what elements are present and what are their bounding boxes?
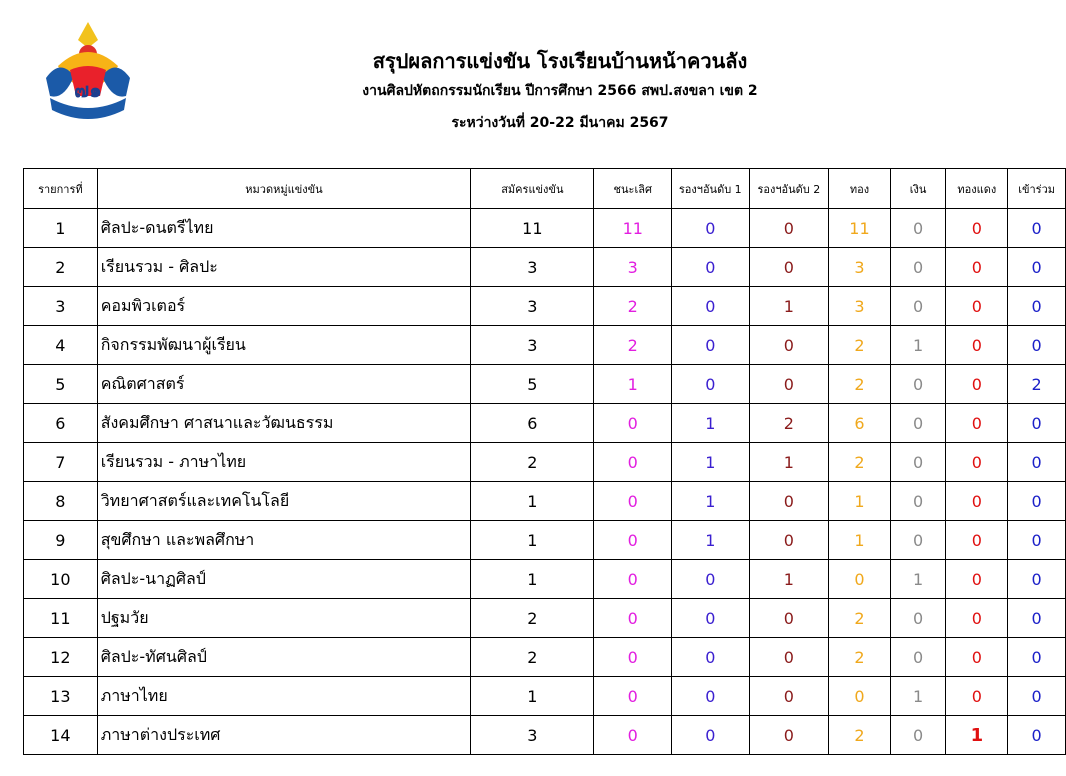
cell-runner2: 0: [749, 248, 829, 287]
cell-no: 4: [24, 326, 98, 365]
cell-bronze: 0: [946, 326, 1008, 365]
table-row: [24, 443, 1066, 482]
col-header-runner2: รองฯอันดับ 2: [749, 169, 829, 209]
cell-bronze: 0: [946, 443, 1008, 482]
cell-winner: 2: [594, 287, 672, 326]
cell-runner2: 0: [749, 326, 829, 365]
cell-winner: 0: [594, 677, 672, 716]
cell-runner1: 0: [672, 599, 750, 638]
cell-runner1: 0: [672, 716, 750, 755]
table-row: [24, 287, 1066, 326]
cell-winner: 2: [594, 326, 672, 365]
cell-silver: 0: [890, 638, 946, 677]
cell-runner2: 1: [749, 287, 829, 326]
col-header-winner: ชนะเลิศ: [594, 169, 672, 209]
cell-bronze: 0: [946, 287, 1008, 326]
cell-silver: 0: [890, 716, 946, 755]
col-header-bronze: ทองแดง: [946, 169, 1008, 209]
cell-gold: 1: [829, 482, 891, 521]
cell-gold: 0: [829, 560, 891, 599]
cell-category: ศิลปะ-นาฏศิลป์: [97, 560, 471, 599]
cell-bronze: 0: [946, 521, 1008, 560]
cell-silver: 0: [890, 521, 946, 560]
cell-winner: 0: [594, 638, 672, 677]
cell-silver: 0: [890, 365, 946, 404]
cell-runner2: 2: [749, 404, 829, 443]
event-logo-icon: [40, 18, 136, 134]
cell-runner2: 1: [749, 560, 829, 599]
cell-bronze: 0: [946, 248, 1008, 287]
cell-gold: 2: [829, 326, 891, 365]
cell-entries: 1: [471, 521, 594, 560]
cell-participate: 0: [1008, 521, 1066, 560]
cell-participate: 0: [1008, 677, 1066, 716]
cell-gold: 2: [829, 443, 891, 482]
cell-no: 1: [24, 209, 98, 248]
cell-no: 9: [24, 521, 98, 560]
cell-winner: 0: [594, 521, 672, 560]
cell-winner: 0: [594, 599, 672, 638]
cell-bronze: 0: [946, 404, 1008, 443]
cell-silver: 1: [890, 560, 946, 599]
cell-category: คณิตศาสตร์: [97, 365, 471, 404]
cell-category: กิจกรรมพัฒนาผู้เรียน: [97, 326, 471, 365]
cell-entries: 5: [471, 365, 594, 404]
cell-entries: 2: [471, 638, 594, 677]
cell-winner: 0: [594, 482, 672, 521]
cell-gold: 2: [829, 716, 891, 755]
cell-participate: 0: [1008, 716, 1066, 755]
cell-no: 2: [24, 248, 98, 287]
cell-bronze: 0: [946, 638, 1008, 677]
cell-runner1: 0: [672, 248, 750, 287]
cell-category: เรียนรวม - ภาษาไทย: [97, 443, 471, 482]
cell-entries: 3: [471, 287, 594, 326]
cell-runner1: 0: [672, 638, 750, 677]
cell-silver: 0: [890, 443, 946, 482]
cell-entries: 1: [471, 560, 594, 599]
cell-runner1: 0: [672, 326, 750, 365]
table-row: [24, 365, 1066, 404]
cell-participate: 0: [1008, 482, 1066, 521]
table-row: [24, 716, 1066, 755]
cell-runner2: 0: [749, 677, 829, 716]
col-header-entries: สมัครแข่งขัน: [471, 169, 594, 209]
cell-bronze: 0: [946, 560, 1008, 599]
results-table: [23, 168, 1066, 755]
cell-participate: 0: [1008, 560, 1066, 599]
table-row: [24, 521, 1066, 560]
table-row: [24, 404, 1066, 443]
table-row: [24, 560, 1066, 599]
cell-category: ปฐมวัย: [97, 599, 471, 638]
cell-participate: 0: [1008, 638, 1066, 677]
col-header-runner1: รองฯอันดับ 1: [672, 169, 750, 209]
cell-runner1: 1: [672, 482, 750, 521]
cell-silver: 0: [890, 599, 946, 638]
cell-category: ศิลปะ-ทัศนศิลป์: [97, 638, 471, 677]
table-row: [24, 248, 1066, 287]
cell-winner: 3: [594, 248, 672, 287]
report-header: [250, 48, 870, 132]
cell-silver: 1: [890, 326, 946, 365]
cell-runner2: 0: [749, 716, 829, 755]
table-row: [24, 638, 1066, 677]
cell-no: 10: [24, 560, 98, 599]
cell-runner1: 1: [672, 404, 750, 443]
cell-bronze: 1: [946, 716, 1008, 755]
cell-category: สุขศึกษา และพลศึกษา: [97, 521, 471, 560]
cell-runner1: 1: [672, 443, 750, 482]
cell-entries: 2: [471, 443, 594, 482]
cell-silver: 0: [890, 209, 946, 248]
cell-runner1: 1: [672, 521, 750, 560]
col-header-category: หมวดหมู่แข่งขัน: [97, 169, 471, 209]
cell-no: 14: [24, 716, 98, 755]
col-header-no: รายการที่: [24, 169, 98, 209]
cell-runner1: 0: [672, 287, 750, 326]
cell-participate: 0: [1008, 599, 1066, 638]
table-row: [24, 209, 1066, 248]
cell-entries: 2: [471, 599, 594, 638]
cell-participate: 0: [1008, 443, 1066, 482]
cell-participate: 2: [1008, 365, 1066, 404]
table-row: [24, 326, 1066, 365]
cell-participate: 0: [1008, 287, 1066, 326]
cell-category: เรียนรวม - ศิลปะ: [97, 248, 471, 287]
cell-runner2: 0: [749, 521, 829, 560]
cell-participate: 0: [1008, 326, 1066, 365]
cell-entries: 1: [471, 677, 594, 716]
cell-bronze: 0: [946, 677, 1008, 716]
cell-winner: 1: [594, 365, 672, 404]
cell-runner2: 0: [749, 482, 829, 521]
cell-no: 3: [24, 287, 98, 326]
cell-no: 12: [24, 638, 98, 677]
col-header-participate: เข้าร่วม: [1008, 169, 1066, 209]
cell-winner: 0: [594, 716, 672, 755]
cell-category: ภาษาไทย: [97, 677, 471, 716]
cell-gold: 2: [829, 638, 891, 677]
cell-no: 11: [24, 599, 98, 638]
cell-gold: 3: [829, 248, 891, 287]
cell-gold: 11: [829, 209, 891, 248]
cell-entries: 11: [471, 209, 594, 248]
cell-silver: 0: [890, 248, 946, 287]
cell-winner: 0: [594, 560, 672, 599]
col-header-gold: ทอง: [829, 169, 891, 209]
cell-winner: 0: [594, 404, 672, 443]
cell-category: ภาษาต่างประเทศ: [97, 716, 471, 755]
cell-category: สังคมศึกษา ศาสนาและวัฒนธรรม: [97, 404, 471, 443]
cell-participate: 0: [1008, 209, 1066, 248]
cell-entries: 1: [471, 482, 594, 521]
cell-category: คอมพิวเตอร์: [97, 287, 471, 326]
cell-category: วิทยาศาสตร์และเทคโนโลยี: [97, 482, 471, 521]
cell-runner2: 1: [749, 443, 829, 482]
cell-entries: 3: [471, 248, 594, 287]
table-row: [24, 677, 1066, 716]
cell-bronze: 0: [946, 365, 1008, 404]
event-date: ระหว่างวันที่ 20-22 มีนาคม 2567: [451, 115, 669, 131]
cell-runner1: 0: [672, 677, 750, 716]
cell-no: 13: [24, 677, 98, 716]
cell-no: 5: [24, 365, 98, 404]
logo-number: ๗๑: [74, 78, 102, 102]
cell-runner1: 0: [672, 365, 750, 404]
cell-silver: 0: [890, 287, 946, 326]
cell-gold: 2: [829, 599, 891, 638]
cell-gold: 6: [829, 404, 891, 443]
table-row: [24, 599, 1066, 638]
cell-gold: 2: [829, 365, 891, 404]
cell-entries: 3: [471, 326, 594, 365]
cell-no: 8: [24, 482, 98, 521]
cell-participate: 0: [1008, 248, 1066, 287]
cell-entries: 3: [471, 716, 594, 755]
cell-runner1: 0: [672, 209, 750, 248]
cell-gold: 0: [829, 677, 891, 716]
cell-category: ศิลปะ-ดนตรีไทย: [97, 209, 471, 248]
cell-no: 6: [24, 404, 98, 443]
page-title: สรุปผลการแข่งขัน โรงเรียนบ้านหน้าควนลัง: [372, 49, 748, 73]
cell-silver: 1: [890, 677, 946, 716]
cell-bronze: 0: [946, 599, 1008, 638]
cell-gold: 1: [829, 521, 891, 560]
cell-entries: 6: [471, 404, 594, 443]
cell-bronze: 0: [946, 482, 1008, 521]
cell-winner: 0: [594, 443, 672, 482]
cell-gold: 3: [829, 287, 891, 326]
cell-bronze: 0: [946, 209, 1008, 248]
cell-runner2: 0: [749, 599, 829, 638]
cell-runner2: 0: [749, 209, 829, 248]
cell-runner1: 0: [672, 560, 750, 599]
cell-no: 7: [24, 443, 98, 482]
page-subtitle: งานศิลปหัตถกรรมนักเรียน ปีการศึกษา 2566 สพป.สงขลา เขต 2: [362, 83, 758, 99]
table-row: [24, 482, 1066, 521]
cell-silver: 0: [890, 404, 946, 443]
table-header-row: [24, 169, 1066, 209]
cell-participate: 0: [1008, 404, 1066, 443]
cell-winner: 11: [594, 209, 672, 248]
cell-runner2: 0: [749, 365, 829, 404]
cell-silver: 0: [890, 482, 946, 521]
cell-runner2: 0: [749, 638, 829, 677]
col-header-silver: เงิน: [890, 169, 946, 209]
